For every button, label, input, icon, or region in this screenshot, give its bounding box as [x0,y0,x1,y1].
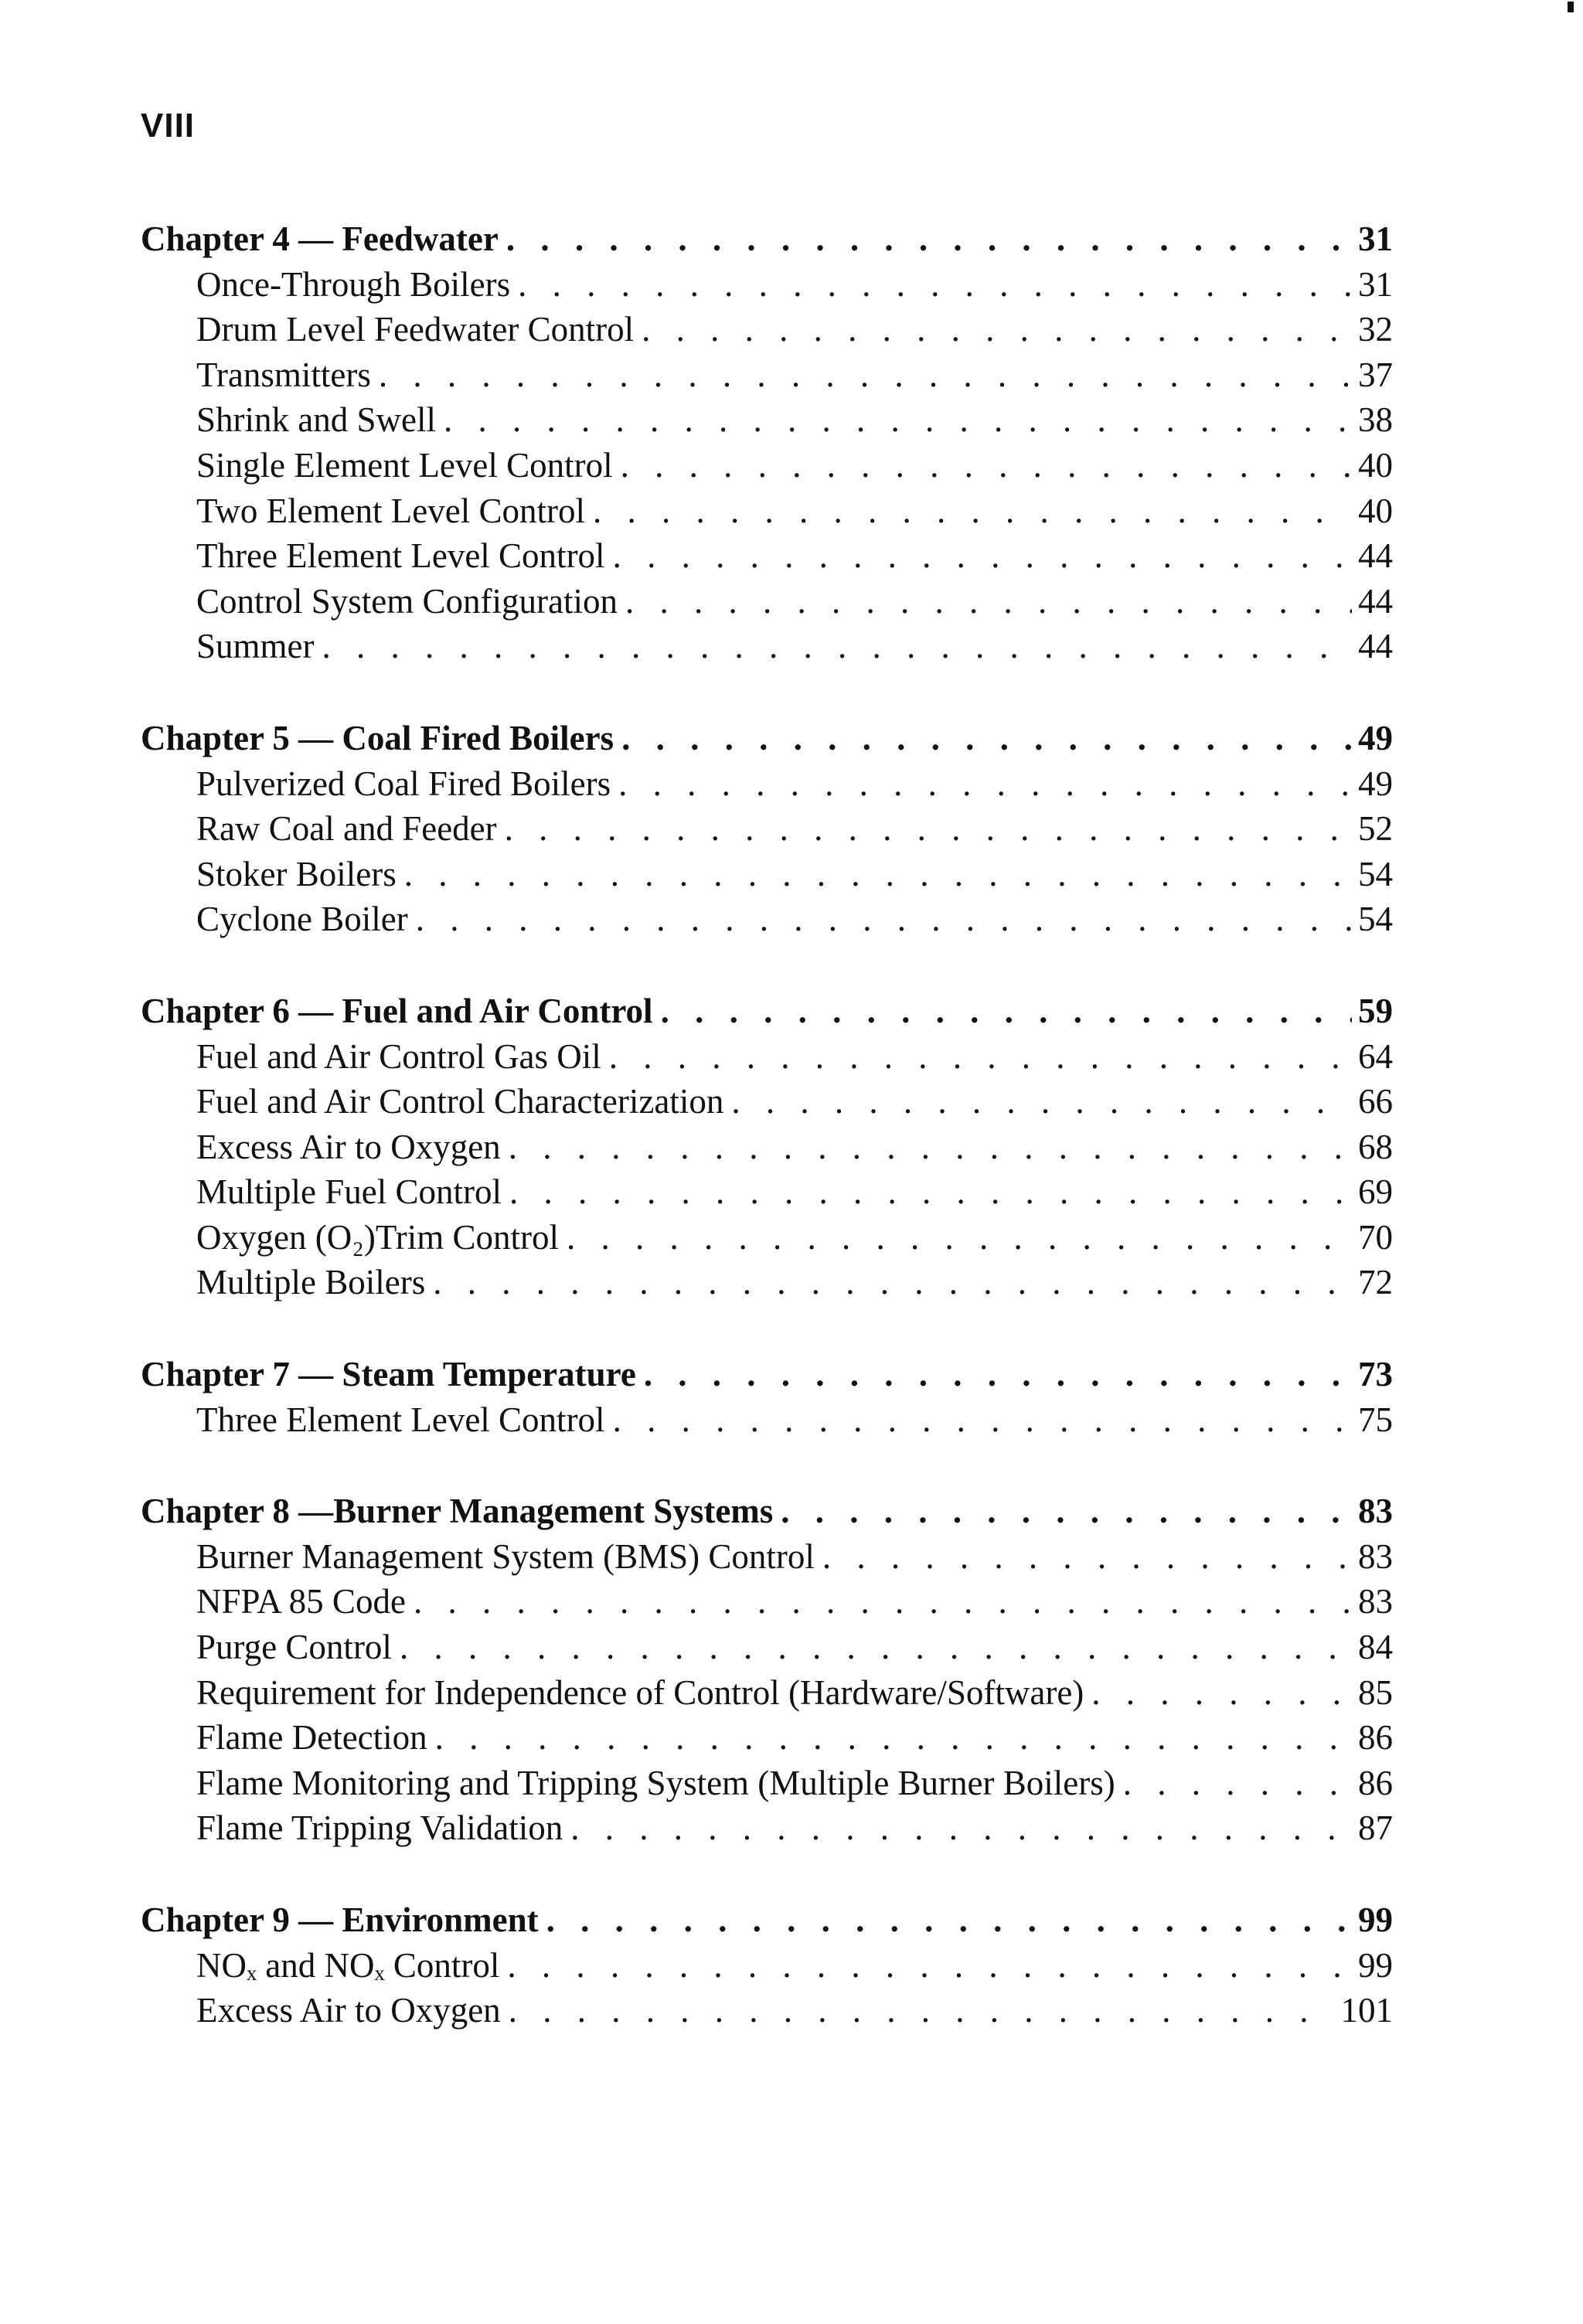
dot-leader [400,1625,1352,1670]
toc-entry[interactable] [141,1579,1393,1625]
toc-entry[interactable] [141,897,1393,942]
chapter-title: Chapter 4 — Feedwater [141,219,499,258]
dot-leader [570,1805,1352,1851]
entry-page-number: 69 [1358,1172,1393,1212]
toc-chapter-5 [141,716,1393,942]
toc-entry[interactable] [141,624,1393,669]
toc-entry[interactable] [141,1397,1393,1443]
entry-page-number: 44 [1358,627,1393,666]
chapter-heading[interactable] [141,1352,1393,1397]
entry-title: NFPA 85 Code [196,1582,406,1621]
dot-leader [506,216,1352,262]
dot-leader [567,1215,1352,1261]
dot-leader [625,579,1352,624]
entry-title: Flame Monitoring and Tripping System (Multiple Burner Boilers) [196,1763,1115,1802]
dot-leader [621,443,1352,488]
entry-page-number: 75 [1358,1400,1393,1439]
entry-title: Single Element Level Control [196,445,613,485]
dot-leader [416,897,1352,942]
entry-title: Multiple Fuel Control [196,1172,502,1212]
toc-chapter-4 [141,216,1393,669]
toc-entry[interactable] [141,1670,1393,1716]
entry-title: Excess Air to Oxygen [196,1127,501,1166]
entry-page-number: 68 [1358,1127,1393,1166]
dot-leader [609,1034,1352,1080]
entry-page-number: 32 [1358,310,1393,349]
entry-title: Pulverized Coal Fired Boilers [196,764,611,803]
entry-title: Control System Configuration [196,581,618,621]
entry-title: Oxygen (O₂)Trim Control [196,1217,560,1257]
entry-title: Cyclone Boiler [196,900,408,939]
toc-entry[interactable] [141,1625,1393,1670]
entry-title: Shrink and Swell [196,400,436,440]
dot-leader [613,533,1352,579]
toc-entry[interactable] [141,579,1393,624]
chapter-heading[interactable] [141,216,1393,262]
entry-title: Burner Management System (BMS) Control [196,1536,815,1576]
dot-leader [593,488,1352,534]
chapter-heading[interactable] [141,1489,1393,1534]
chapter-title: Chapter 8 —Burner Management Systems [141,1492,774,1531]
chapter-title: Chapter 7 — Steam Temperature [141,1355,636,1394]
entry-title: NOₓ and NOₓ Control [196,1945,500,1985]
toc-entry[interactable] [141,1805,1393,1851]
dot-leader [731,1079,1352,1125]
toc-entry[interactable] [141,806,1393,852]
entry-title: Multiple Boilers [196,1263,426,1302]
dot-leader [379,352,1352,398]
chapter-title: Chapter 5 — Coal Fired Boilers [141,718,614,757]
dot-leader [642,307,1352,352]
dot-leader [618,761,1352,807]
entry-title: Fuel and Air Control Characterization [196,1082,724,1121]
dot-leader [613,1397,1352,1443]
toc-entry[interactable] [141,1988,1393,2033]
toc-entry[interactable] [141,1169,1393,1215]
entry-page-number: 40 [1358,445,1393,485]
entry-page-number: 64 [1358,1036,1393,1076]
scan-mark [1568,2,1574,12]
entry-page-number: 70 [1358,1217,1393,1257]
page-folio: VIII [141,107,196,145]
entry-page-number: 52 [1358,809,1393,849]
dot-leader [322,624,1353,669]
toc-entry[interactable] [141,307,1393,352]
entry-title: Once-Through Boilers [196,264,511,304]
entry-page-number: 44 [1358,581,1393,621]
dot-leader [621,716,1352,761]
entry-page-number: 83 [1358,1536,1393,1576]
entry-page-number: 101 [1340,1991,1393,2030]
dot-leader [507,1943,1352,1989]
toc-entry[interactable] [141,1079,1393,1125]
chapter-page-number: 31 [1358,219,1393,258]
entry-title: Transmitters [196,355,371,394]
entry-title: Requirement for Independence of Control (Hardware/Software) [196,1672,1084,1712]
dot-leader [781,1489,1352,1534]
toc-chapter-6 [141,988,1393,1305]
entry-title: Stoker Boilers [196,854,397,893]
chapter-heading[interactable] [141,988,1393,1034]
toc-entry[interactable] [141,488,1393,534]
toc-chapter-9 [141,1897,1393,2033]
dot-leader [444,397,1352,443]
dot-leader [546,1897,1352,1943]
entry-title: Summer [196,627,315,666]
dot-leader [1091,1670,1352,1716]
dot-leader [404,852,1352,897]
toc-chapter-7 [141,1352,1393,1442]
entry-title: Fuel and Air Control Gas Oil [196,1036,601,1076]
entry-page-number: 84 [1358,1628,1393,1667]
chapter-page-number: 83 [1358,1492,1393,1531]
chapter-page-number: 99 [1358,1900,1393,1939]
toc-entry[interactable] [141,1260,1393,1305]
toc-entry[interactable] [141,533,1393,579]
dot-leader [518,262,1352,308]
dot-leader [433,1260,1352,1305]
dot-leader [822,1534,1352,1580]
dot-leader [644,1352,1352,1397]
toc-entry[interactable] [141,443,1393,488]
dot-leader [509,1169,1352,1215]
entry-page-number: 72 [1358,1263,1393,1302]
entry-page-number: 54 [1358,854,1393,893]
entry-page-number: 31 [1358,264,1393,304]
toc-entry[interactable] [141,1215,1393,1261]
toc-entry[interactable] [141,262,1393,308]
entry-title: Excess Air to Oxygen [196,1991,501,2030]
toc-entry[interactable] [141,1715,1393,1761]
dot-leader [414,1579,1352,1625]
entry-page-number: 87 [1358,1809,1393,1848]
toc-entry[interactable] [141,397,1393,443]
entry-page-number: 83 [1358,1582,1393,1621]
entry-title: Three Element Level Control [196,1400,605,1439]
entry-page-number: 54 [1358,900,1393,939]
toc-entry[interactable] [141,1943,1393,1989]
entry-title: Purge Control [196,1628,392,1667]
table-of-contents [141,216,1393,2080]
chapter-page-number: 73 [1358,1355,1393,1394]
toc-chapter-8 [141,1489,1393,1851]
chapter-page-number: 49 [1358,718,1393,757]
dot-leader [435,1715,1352,1761]
entry-page-number: 40 [1358,491,1393,530]
entry-title: Flame Tripping Validation [196,1809,563,1848]
dot-leader [505,806,1352,852]
entry-page-number: 86 [1358,1718,1393,1757]
toc-entry[interactable] [141,761,1393,807]
toc-entry[interactable] [141,852,1393,897]
entry-page-number: 66 [1358,1082,1393,1121]
dot-leader [509,1125,1352,1170]
entry-page-number: 99 [1358,1945,1393,1985]
entry-page-number: 85 [1358,1672,1393,1712]
entry-title: Three Element Level Control [196,536,605,576]
toc-entry[interactable] [141,1761,1393,1806]
chapter-heading[interactable] [141,1897,1393,1943]
toc-entry[interactable] [141,352,1393,398]
entry-page-number: 44 [1358,536,1393,576]
entry-title: Drum Level Feedwater Control [196,310,635,349]
entry-title: Two Element Level Control [196,491,585,530]
chapter-title: Chapter 9 — Environment [141,1900,539,1939]
chapter-heading[interactable] [141,716,1393,761]
toc-entry[interactable] [141,1034,1393,1080]
entry-page-number: 37 [1358,355,1393,394]
entry-title: Raw Coal and Feeder [196,809,497,849]
dot-leader [509,1988,1335,2033]
entry-title: Flame Detection [196,1718,427,1757]
entry-page-number: 38 [1358,400,1393,440]
toc-entry[interactable] [141,1125,1393,1170]
entry-page-number: 49 [1358,764,1393,803]
dot-leader [1123,1761,1352,1806]
chapter-title: Chapter 6 — Fuel and Air Control [141,991,653,1030]
chapter-page-number: 59 [1358,991,1393,1030]
dot-leader [661,988,1352,1034]
toc-entry[interactable] [141,1534,1393,1580]
entry-page-number: 86 [1358,1763,1393,1802]
